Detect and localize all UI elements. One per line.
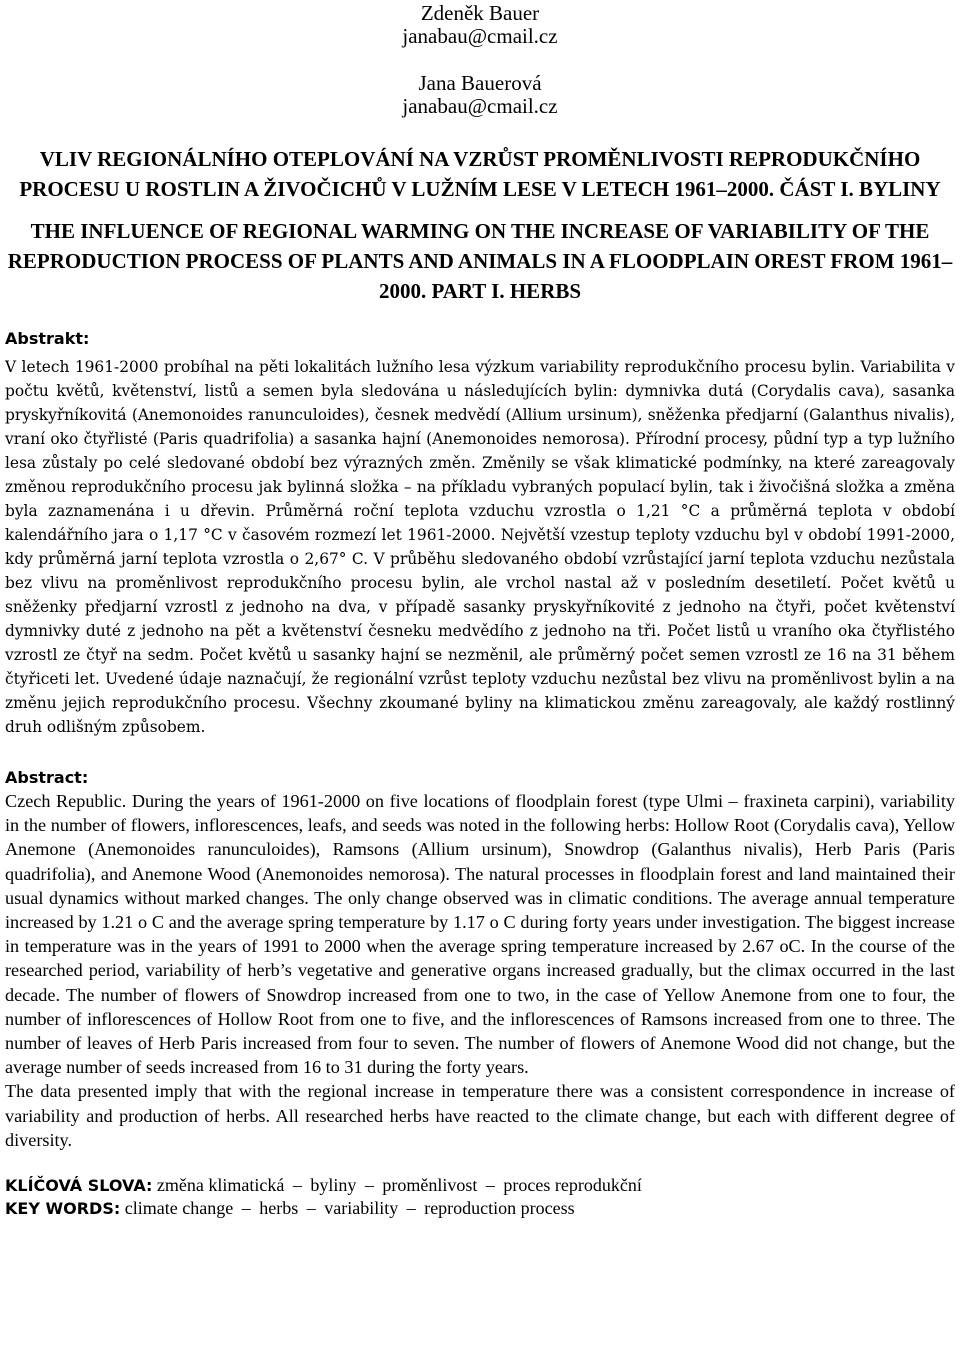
- author-email: janabau@cmail.cz: [402, 24, 558, 48]
- keyword-separator: –: [292, 1175, 302, 1196]
- abstract-paragraph-1: Czech Republic. During the years of 1961-2000 on five locations of floodplain forest (type Ulmi – fraxineta carpini), variability in the number of flowers, inflorescences, leafs, and seeds was noted in the following herbs: Hollow Root (Corydalis cava), Yellow Anemone (Anemonoides ranunculoides), Ramsons (Allium ursinum), Snowdrop (Galanthus nivalis), Herb Paris (Paris quadrifolia), and Anemone Wood (Anemonoides nemorosa). The natural processes in floodplain forest and land maintained their usual dynamics without marked changes. The only change observed was in climatic conditions. The average annual temperature increased by 1.21 o C and the average spring temperature by 1.17 o C during forty years under investigation. The biggest increase in temperature was in the years of 1991 to 2000 when the average spring temperature increased by 2.67 oC. In the course of the researched period, variability of herb’s vegetative and generative organs increased gradually, but the climax occurred in the last decade. The number of flowers of Snowdrop increased from one to two, in the case of Yellow Anemone from one to four, the number of inflorescences of Hollow Root from one to five, and the inflorescences of Ramsons increased from one to three. The number of leaves of Herb Paris increased from four to seven. The number of flowers of Anemone Wood did not change, but the average number of seeds increased from 16 to 31 during the forty years.: [5, 791, 955, 1078]
- keywords-english: [5, 1197, 955, 1220]
- abstrakt-paragraph: V letech 1961-2000 probíhal na pěti lokalitách lužního lesa výzkum variability reprodukčního procesu bylin. Variabilita v počtu květů, květenství, listů a semen byla sledována u následujících bylin: dymnivka dutá (Corydalis cava), sasanka pryskyřníkovitá (Anemonoides ranunculoides), česnek medvědí (Allium ursinum), sněženka předjarní (Galanthus nivalis), vraní oko čtyřlisté (Paris quadrifolia) a sasanka hajní (Anemonoides nemorosa). Přírodní procesy, půdní typ a typ lužního lesa zůstaly po celé sledované období bez výrazných změn. Změnily se však klimatické podmínky, na které zareagovaly změnou reprodukčního procesu jak bylinná složka – na příkladu vybraných populací bylin, tak i živočišná složka a změna byla zaznamenána i u dřevin. Průměrná roční teplota vzduchu vzrostla o 1,21 °C a průměrná teplota v období kalendářního jara o 1,17 °C v časovém rozmezí let 1961-2000. Největší vzestup teploty vzduchu byl v období 1991-2000, kdy průměrná jarní teplota vzrostla o 2,67° C. V průběhu sledovaného období vzrůstající jarní teplota vzduchu nezůstala bez vlivu na proměnlivost reprodukčního procesu bylin, ale vrchol nastal až v posledním desetiletí. Počet květů u sněženky předjarní vzrostl z jednoho na dva, v případě sasanky pryskyřníkovité z jednoho na čtyři, počet květenství dymnivky duté z jednoho na pět a květenství česneku medvědího z jednoho na tři. Počet listů u vraního oka čtyřlistého vzrostl ze čtyř na sedm. Počet květů u sasanky hajní se nezměnil, ale průměrný počet semen vzrostl ze 16 na 31 během čtyřiceti let. Uvedené údaje naznačují, že regionální vzrůst teploty vzduchu nezůstal bez vlivu na proměnlivost bylin a na změnu jejich reprodukčního procesu. Všechny zkoumané byliny na klimatickou změnu zareagovaly, ale každý rostlinný druh odlišným způsobem.: [5, 358, 955, 736]
- keyword: změna klimatická: [156, 1175, 285, 1196]
- keyword-separator: –: [364, 1175, 374, 1196]
- abstract-paragraph-2: The data presented imply that with the regional increase in temperature there was a consistent correspondence in increase of variability and production of herbs. All researched herbs have reacted to the climate change, but each with different degree of diversity.: [5, 1081, 955, 1150]
- author-name: Jana Bauerová: [418, 71, 542, 95]
- abstrakt-body: [5, 355, 955, 739]
- keyword-separator: –: [485, 1175, 495, 1196]
- abstract-body: [5, 789, 955, 1152]
- keyword: reproduction process: [424, 1198, 575, 1219]
- author-2: [5, 72, 955, 118]
- author-list: [5, 2, 955, 118]
- paper-title-english: THE INFLUENCE OF REGIONAL WARMING ON THE INCREASE OF VARIABILITY OF THE REPRODUCTION PROCESS OF PLANTS AND ANIMALS IN A FLOODPLAIN OREST FROM 1961–2000. PART I. HERBS: [7, 219, 953, 303]
- author-email: janabau@cmail.cz: [402, 94, 558, 118]
- abstract-heading: Abstract:: [5, 768, 89, 787]
- abstrakt-heading: Abstrakt:: [5, 329, 90, 348]
- paper-title-czech: VLIV REGIONÁLNÍHO OTEPLOVÁNÍ NA VZRŮST PROMĚNLIVOSTI REPRODUKČNÍHO PROCESU U ROSTLIN A ŽIVOČICHŮ V LUŽNÍM LESE V LETECH 1961–2000. ČÁST I. BYLINY: [19, 147, 941, 201]
- keyword: byliny: [310, 1175, 357, 1196]
- keyword: climate change: [124, 1198, 234, 1219]
- keywords-english-label: KEY WORDS:: [5, 1199, 121, 1219]
- keywords-section: [5, 1174, 955, 1220]
- keyword-separator: –: [406, 1198, 416, 1219]
- author-name: Zdeněk Bauer: [420, 1, 540, 25]
- keywords-czech-label: KLÍČOVÁ SLOVA:: [5, 1176, 153, 1196]
- keyword-separator: –: [306, 1198, 316, 1219]
- paper-page: [0, 2, 960, 1345]
- keyword-separator: –: [241, 1198, 251, 1219]
- keywords-czech: [5, 1174, 955, 1197]
- keyword: proměnlivost: [382, 1175, 478, 1196]
- keyword: variability: [324, 1198, 399, 1219]
- author-1: [5, 2, 955, 48]
- keyword: herbs: [259, 1198, 299, 1219]
- keyword: proces reprodukční: [503, 1175, 642, 1196]
